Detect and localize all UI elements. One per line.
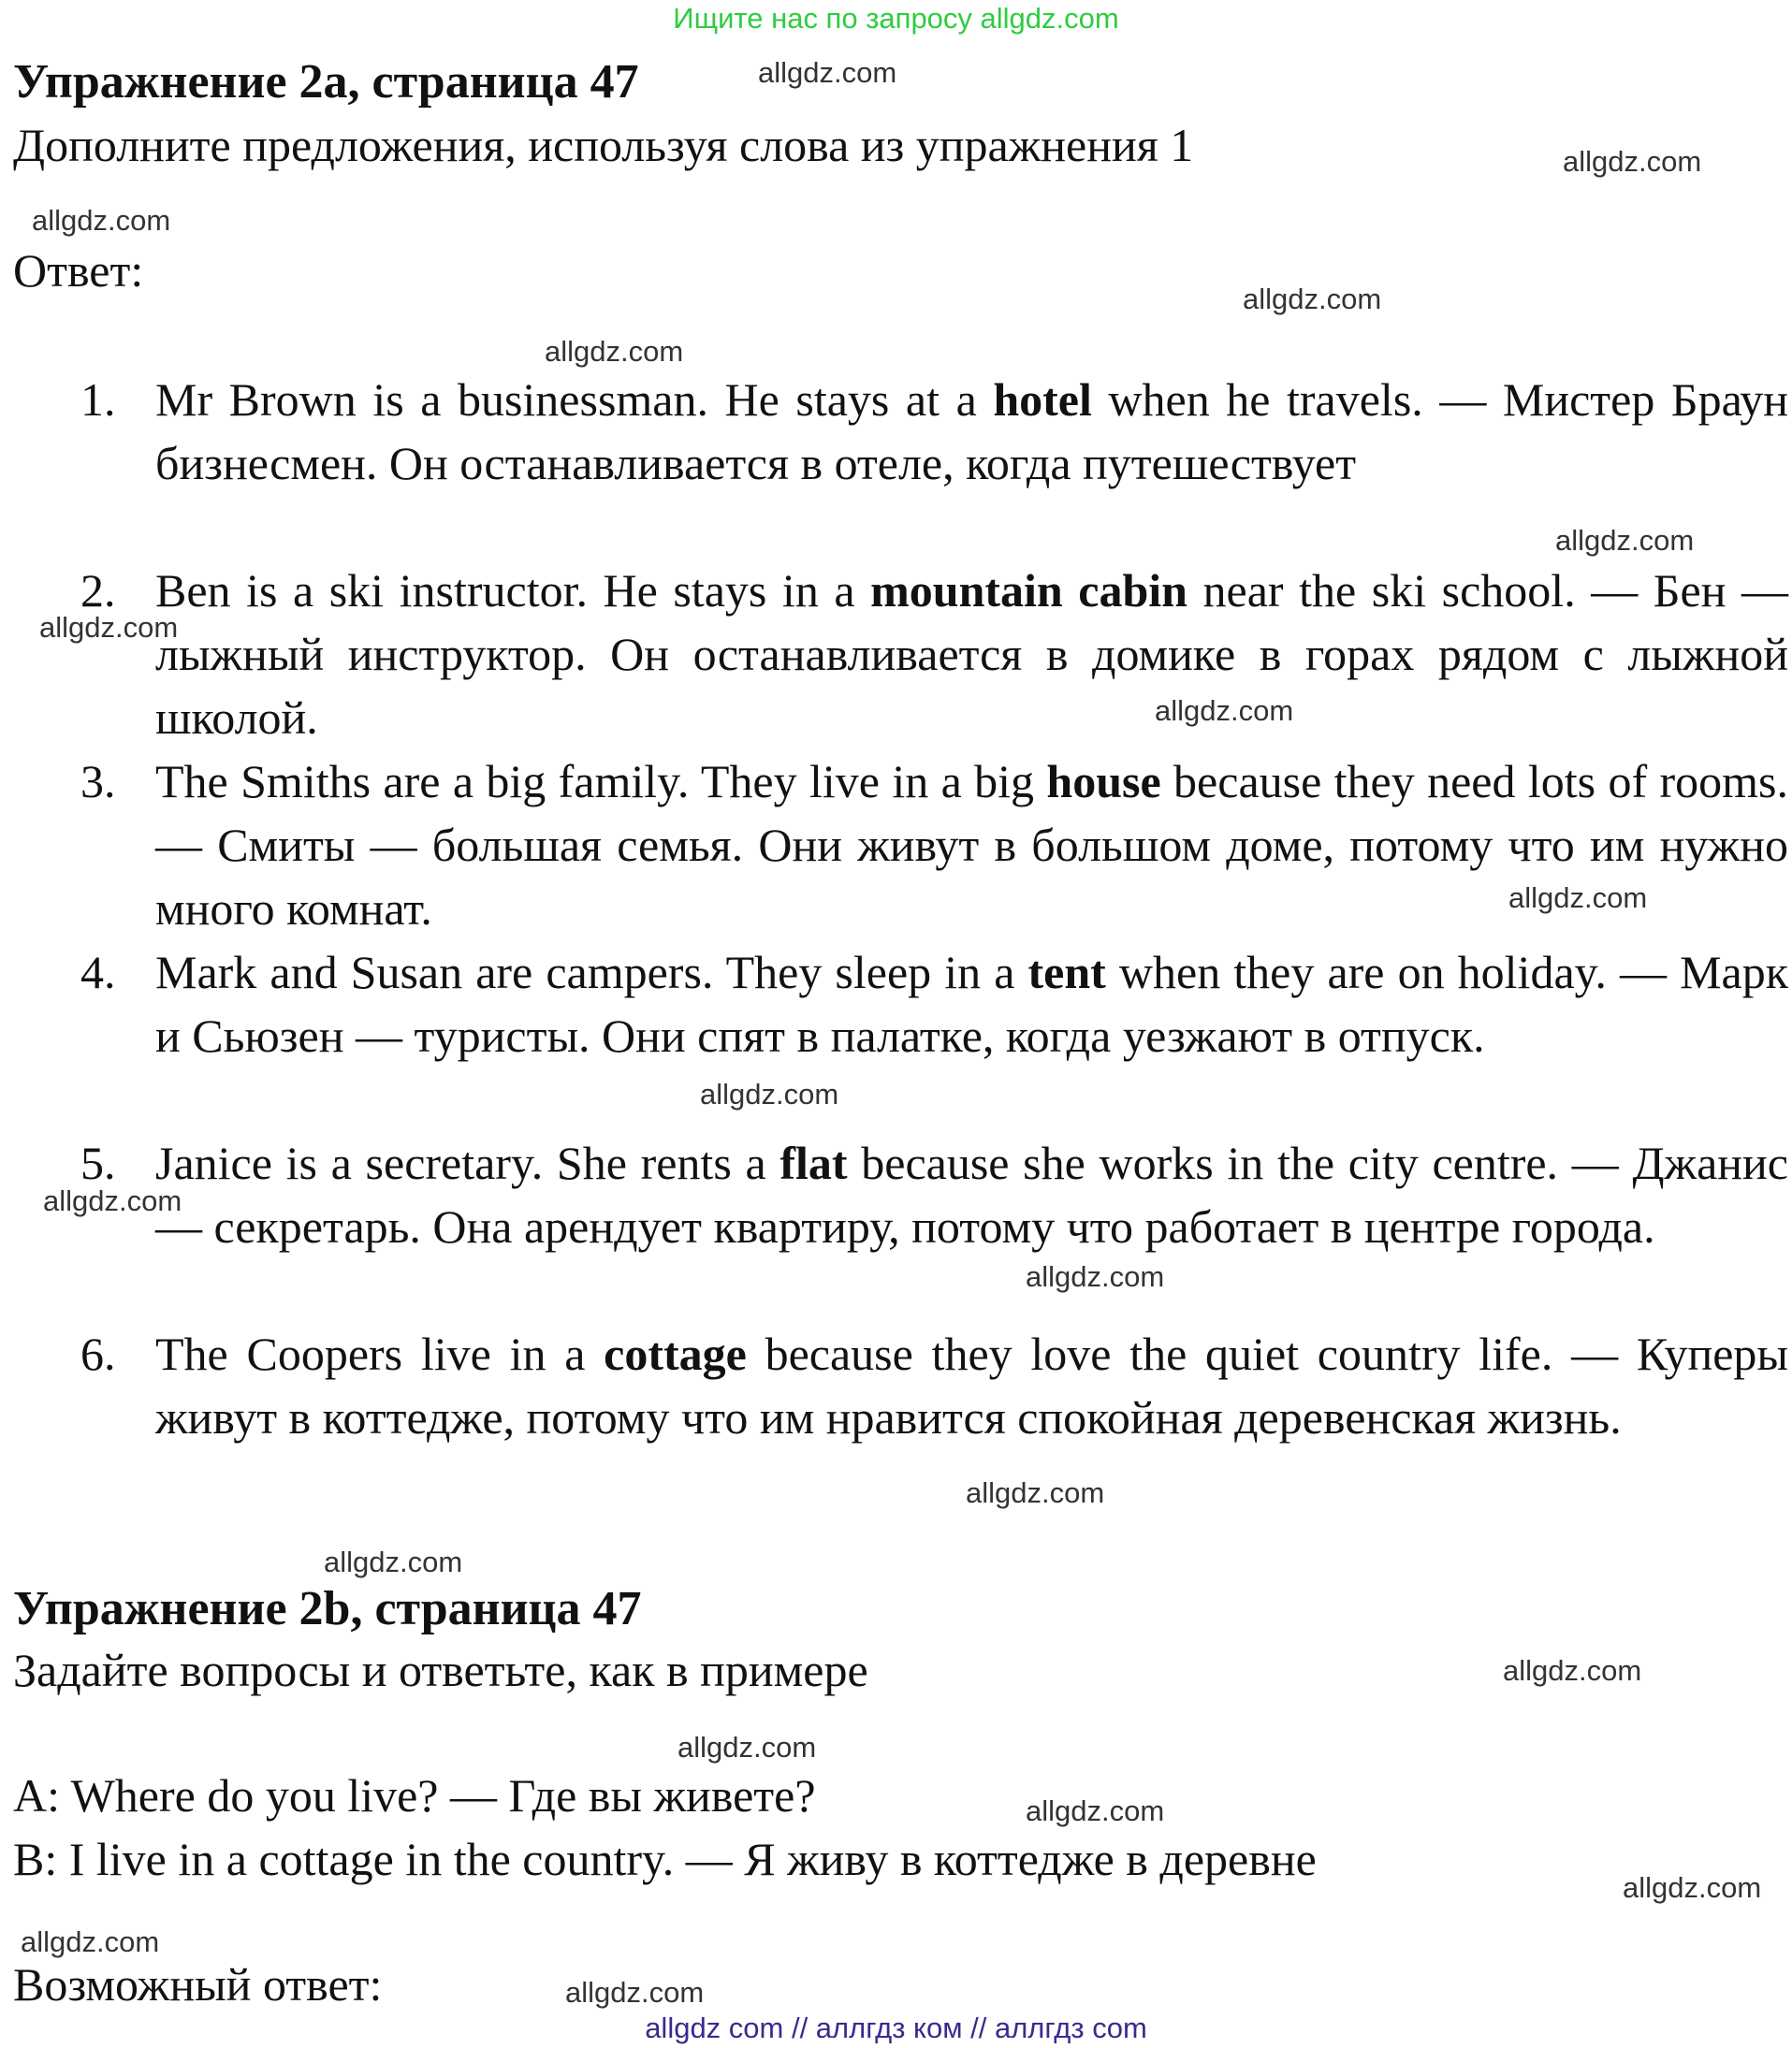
list-item: 5. Janice is a secretary. She rents a flat because she works in the city centre. — Джанис — секретарь. Она арендует квартиру, потому что работает в центре города. [155, 1131, 1788, 1258]
watermark: allgdz.com [1503, 1654, 1642, 1687]
exercise-2a-instruction: Дополните предложения, используя слова из упражнения 1 [13, 119, 1194, 171]
answer-word: flat [779, 1137, 848, 1189]
footer-links: allgdz com // аллгдз ком // аллгдз com [645, 2012, 1147, 2044]
watermark: allgdz.com [1026, 1794, 1165, 1827]
item-number: 6. [80, 1328, 116, 1380]
watermark: allgdz.com [545, 335, 684, 368]
watermark: allgdz.com [1026, 1260, 1165, 1293]
watermark: allgdz.com [1508, 881, 1648, 914]
dialog-line-a: A: Where do you live? — Где вы живете? [13, 1769, 816, 1822]
answer-word: hotel [993, 373, 1092, 426]
watermark: allgdz.com [700, 1078, 839, 1111]
list-item: 6. The Coopers live in a cottage because they love the quiet country life. — Куперы живут в коттедже, потому что им нравится спокойная деревенская жизнь. [155, 1322, 1788, 1449]
answer-label: Ответ: [13, 244, 144, 297]
answer-word: house [1046, 755, 1161, 807]
watermark: allgdz.com [565, 1976, 705, 2009]
exercise-2a-title: Упражнение 2a, страница 47 [13, 55, 639, 109]
watermark: allgdz.com [1243, 283, 1382, 315]
watermark: allgdz.com [39, 611, 179, 644]
exercise-2b-title: Упражнение 2b, страница 47 [13, 1582, 642, 1635]
dialog-line-b: B: I live in a cottage in the country. — Я живу в коттедже в деревне [13, 1833, 1317, 1885]
top-banner: Ищите нас по запросу allgdz.com [673, 2, 1119, 35]
watermark: allgdz.com [1623, 1871, 1762, 1904]
item-number: 2. [80, 564, 116, 617]
watermark: allgdz.com [324, 1546, 463, 1578]
list-item: 2. Ben is a ski instructor. He stays in a mountain cabin near the ski school. — Бен — лыжный инструктор. Он останавливается в домике в горах рядом с лыжной школой. [155, 559, 1788, 749]
possible-answer-label: Возможный ответ: [13, 1958, 383, 2011]
item-number: 1. [80, 373, 116, 426]
item-number: 4. [80, 946, 116, 998]
watermark: allgdz.com [1155, 694, 1294, 727]
watermark: allgdz.com [1563, 145, 1702, 178]
watermark: allgdz.com [1555, 524, 1695, 557]
answer-word: cottage [604, 1328, 747, 1380]
answer-word: tent [1027, 946, 1106, 998]
list-item: 4. Mark and Susan are campers. They sleep in a tent when they are on holiday. — Марк и Сьюзен — туристы. Они спят в палатке, когда уезжают в отпуск. [155, 940, 1788, 1068]
list-item: 1. Mr Brown is a businessman. He stays at a hotel when he travels. — Мистер Браун бизнесмен. Он останавливается в отеле, когда путешествует [155, 368, 1788, 495]
list-item: 3. The Smiths are a big family. They live in a big house because they need lots of rooms. — Смиты — большая семья. Они живут в большом доме, потому что им нужно много комнат. [155, 749, 1788, 940]
item-number: 5. [80, 1137, 116, 1189]
exercise-2b-instruction: Задайте вопросы и ответьте, как в примере [13, 1644, 868, 1696]
watermark: allgdz.com [758, 56, 897, 89]
watermark: allgdz.com [43, 1184, 182, 1217]
answer-word: mountain cabin [870, 564, 1187, 617]
item-number: 3. [80, 755, 116, 807]
watermark: allgdz.com [677, 1731, 817, 1764]
watermark: allgdz.com [21, 1925, 160, 1958]
watermark: allgdz.com [32, 204, 171, 237]
watermark: allgdz.com [966, 1476, 1105, 1509]
